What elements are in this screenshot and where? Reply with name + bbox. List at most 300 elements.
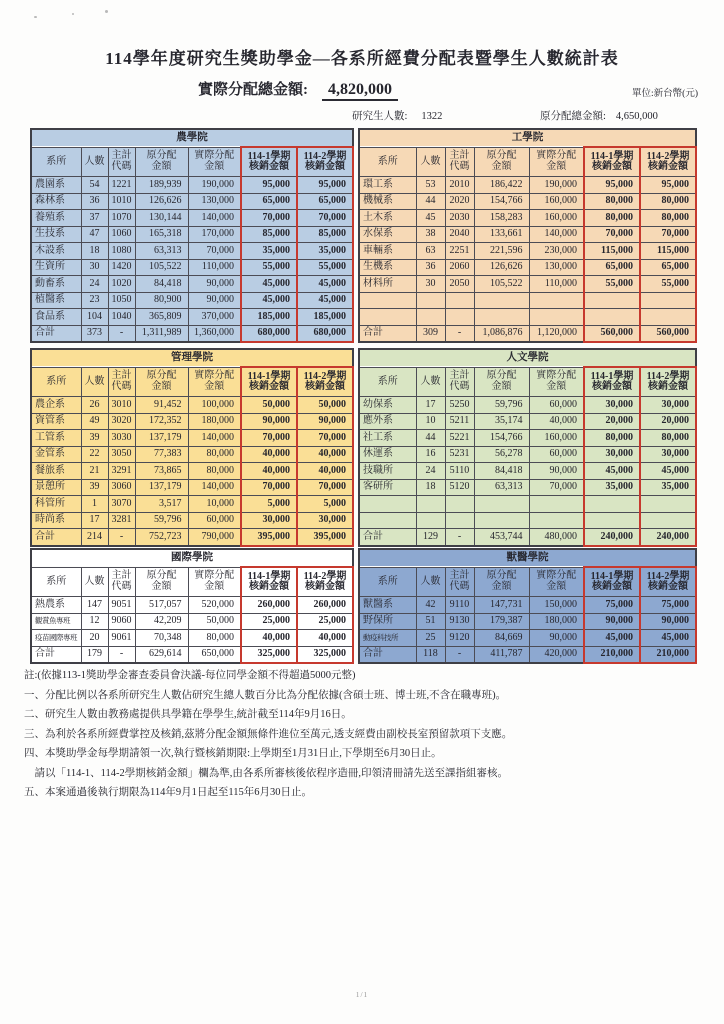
column-header: 原分配 金額 [474, 147, 529, 177]
sem1-amount-cell: 95,000 [241, 177, 297, 194]
actual-amount-cell: 60,000 [529, 397, 584, 414]
sem1-amount-cell [584, 292, 640, 309]
count-cell: 36 [81, 193, 108, 210]
column-header: 系所 [31, 567, 81, 597]
dept-cell: 合計 [31, 325, 81, 342]
actual-amount-cell: 80,000 [188, 446, 241, 463]
orig-amount-cell: 165,318 [135, 226, 188, 243]
code-cell: 5211 [445, 413, 474, 430]
dept-cell: 獸醫系 [359, 597, 416, 614]
table-row [31, 613, 353, 630]
orig-amount-cell: 59,796 [474, 397, 529, 414]
orig-amount-cell: 63,313 [474, 479, 529, 496]
actual-amount-cell [529, 292, 584, 309]
column-header: 114-1學期 核銷金額 [241, 147, 297, 177]
orig-amount-cell: 629,614 [135, 646, 188, 663]
orig-amount-cell: 42,209 [135, 613, 188, 630]
page-title: 114學年度研究生獎助學金—各系所經費分配表暨學生人數統計表 [105, 49, 619, 68]
dept-cell: 疫苗國際專班 [31, 630, 81, 647]
orig-amount-cell: 63,313 [135, 243, 188, 260]
orig-amount-cell: 137,179 [135, 430, 188, 447]
table-row [359, 479, 696, 496]
dept-cell: 景憩所 [31, 479, 81, 496]
code-cell: 2060 [445, 259, 474, 276]
column-header: 114-2學期 核銷金額 [640, 367, 696, 397]
orig-amount-cell: 84,418 [135, 276, 188, 293]
sem1-amount-cell: 25,000 [241, 613, 297, 630]
header-row [359, 567, 696, 597]
sem1-amount-cell: 680,000 [241, 325, 297, 342]
count-cell: 147 [81, 597, 108, 614]
college-title-row [359, 129, 696, 147]
column-header: 主計 代碼 [108, 147, 135, 177]
column-header: 人數 [81, 147, 108, 177]
college-table-block [358, 548, 697, 664]
orig-amount-cell [474, 512, 529, 529]
dept-cell: 水保系 [359, 226, 416, 243]
college-table [30, 348, 354, 547]
sem2-amount-cell [640, 292, 696, 309]
sem1-amount-cell: 65,000 [584, 259, 640, 276]
code-cell [445, 512, 474, 529]
sem1-amount-cell: 70,000 [241, 479, 297, 496]
sem2-amount-cell: 85,000 [297, 226, 353, 243]
code-cell: 5250 [445, 397, 474, 414]
table-row [31, 430, 353, 447]
count-cell: 129 [416, 529, 445, 546]
sem1-amount-cell: 240,000 [584, 529, 640, 546]
dept-cell: 車輛系 [359, 243, 416, 260]
sem1-amount-cell: 30,000 [584, 446, 640, 463]
orig-amount-cell: 126,626 [474, 259, 529, 276]
orig-amount-cell: 517,057 [135, 597, 188, 614]
count-cell: 44 [416, 193, 445, 210]
dept-cell: 生資所 [31, 259, 81, 276]
orig-amount-cell [474, 496, 529, 513]
sem2-amount-cell: 70,000 [297, 479, 353, 496]
college-name: 工學院 [359, 129, 696, 147]
actual-amount-cell: 140,000 [529, 226, 584, 243]
table-row [31, 243, 353, 260]
note-line: 一、分配比例以各系所研究生人數佔研究生總人數百分比為分配依據(含碩士班、博士班,不含在職專班)。 [24, 689, 507, 701]
sem2-amount-cell: 210,000 [640, 646, 696, 663]
college-table [358, 348, 697, 547]
table-row [31, 309, 353, 326]
count-cell: 20 [81, 630, 108, 647]
orig-amount-cell: 56,278 [474, 446, 529, 463]
actual-amount-cell: 90,000 [188, 276, 241, 293]
actual-amount-cell: 50,000 [188, 613, 241, 630]
orig-amount-cell: 105,522 [474, 276, 529, 293]
orig-amount-cell [474, 292, 529, 309]
student-count-value: 1322 [421, 111, 443, 122]
column-header: 114-2學期 核銷金額 [297, 367, 353, 397]
code-cell: 9060 [108, 613, 135, 630]
sem2-amount-cell: 95,000 [640, 177, 696, 194]
sem2-amount-cell: 65,000 [640, 259, 696, 276]
total-row [359, 646, 696, 663]
sem2-amount-cell: 5,000 [297, 496, 353, 513]
dept-cell: 金管系 [31, 446, 81, 463]
column-header: 系所 [359, 567, 416, 597]
sem2-amount-cell: 50,000 [297, 397, 353, 414]
header-row [359, 367, 696, 397]
actual-total-value: 4,820,000 [322, 81, 398, 101]
column-header: 主計 代碼 [445, 147, 474, 177]
dept-cell: 農園系 [31, 177, 81, 194]
orig-amount-cell: 133,661 [474, 226, 529, 243]
note-line: 四、本獎助學金每學期請領一次,執行暨核銷期限:上學期至1月31日止,下學期至6月30日止。 [24, 748, 442, 759]
college-table-block [358, 348, 697, 547]
count-cell: 214 [81, 529, 108, 546]
orig-amount-cell: 147,731 [474, 597, 529, 614]
sem1-amount-cell [584, 512, 640, 529]
count-cell: 45 [416, 210, 445, 227]
dept-cell: 應外系 [359, 413, 416, 430]
actual-amount-cell: 1,120,000 [529, 325, 584, 342]
original-total-line [540, 108, 658, 123]
dept-cell: 材料所 [359, 276, 416, 293]
table-row [359, 463, 696, 480]
college-title-row [359, 349, 696, 367]
sem2-amount-cell: 260,000 [297, 597, 353, 614]
college-table-block [30, 548, 354, 664]
dept-cell: 幼保系 [359, 397, 416, 414]
table-row [359, 226, 696, 243]
table-row [31, 276, 353, 293]
dept-cell: 動畜系 [31, 276, 81, 293]
sem2-amount-cell: 30,000 [640, 397, 696, 414]
total-row [31, 646, 353, 663]
orig-amount-cell: 154,766 [474, 193, 529, 210]
scan-artifact [105, 10, 108, 13]
code-cell: 9061 [108, 630, 135, 647]
actual-amount-cell: 190,000 [529, 177, 584, 194]
college-table-block [358, 128, 697, 343]
sem1-amount-cell: 40,000 [241, 463, 297, 480]
actual-amount-cell [529, 512, 584, 529]
unit-label: 單位:新台幣(元) [632, 89, 698, 99]
code-cell: 2030 [445, 210, 474, 227]
dept-cell: 客研所 [359, 479, 416, 496]
code-cell: 2050 [445, 276, 474, 293]
actual-amount-cell: 40,000 [529, 413, 584, 430]
count-cell: 39 [81, 430, 108, 447]
code-cell: - [445, 325, 474, 342]
count-cell: 37 [81, 210, 108, 227]
total-row [31, 529, 353, 546]
scan-artifact [72, 13, 74, 15]
dept-cell: 野保所 [359, 613, 416, 630]
orig-amount-cell: 80,900 [135, 292, 188, 309]
college-title-row [31, 129, 353, 147]
column-header: 人數 [81, 567, 108, 597]
table-row [31, 177, 353, 194]
sem2-amount-cell: 70,000 [640, 226, 696, 243]
sem2-amount-cell: 45,000 [640, 630, 696, 647]
column-header: 人數 [416, 147, 445, 177]
orig-amount-cell: 3,517 [135, 496, 188, 513]
sem1-amount-cell: 90,000 [241, 413, 297, 430]
orig-amount-cell: 77,383 [135, 446, 188, 463]
actual-amount-cell: 140,000 [188, 479, 241, 496]
code-cell: 1420 [108, 259, 135, 276]
sem2-amount-cell: 90,000 [640, 613, 696, 630]
column-header: 人數 [416, 367, 445, 397]
table-row [359, 512, 696, 529]
total-row [359, 529, 696, 546]
orig-amount-cell: 186,422 [474, 177, 529, 194]
table-row [31, 210, 353, 227]
column-header: 主計 代碼 [108, 567, 135, 597]
orig-amount-cell: 35,174 [474, 413, 529, 430]
actual-amount-cell: 180,000 [529, 613, 584, 630]
count-cell: 44 [416, 430, 445, 447]
actual-amount-cell: 70,000 [529, 479, 584, 496]
count-cell: 30 [416, 276, 445, 293]
sem2-amount-cell: 70,000 [297, 430, 353, 447]
dept-cell [359, 512, 416, 529]
actual-amount-cell: 110,000 [529, 276, 584, 293]
sem2-amount-cell [640, 309, 696, 326]
dept-cell [359, 309, 416, 326]
table-row [31, 226, 353, 243]
sem2-amount-cell: 75,000 [640, 597, 696, 614]
column-header: 原分配 金額 [474, 367, 529, 397]
dept-cell: 動疫科技所 [359, 630, 416, 647]
column-header: 主計 代碼 [445, 567, 474, 597]
sem2-amount-cell: 35,000 [640, 479, 696, 496]
count-cell: 24 [416, 463, 445, 480]
orig-amount-cell: 221,596 [474, 243, 529, 260]
sem1-amount-cell: 45,000 [241, 292, 297, 309]
code-cell: 9110 [445, 597, 474, 614]
sem2-amount-cell: 90,000 [297, 413, 353, 430]
table-row [359, 413, 696, 430]
college-title-row [31, 549, 353, 567]
table-row [359, 496, 696, 513]
actual-amount-cell: 90,000 [529, 463, 584, 480]
table-row [31, 597, 353, 614]
note-line: 三、為利於各系所經費掌控及核銷,茲將分配金額無條件進位至萬元,透支經費由副校長室預留款項下支應。 [24, 728, 513, 740]
code-cell: 1020 [108, 276, 135, 293]
actual-amount-cell: 130,000 [188, 193, 241, 210]
sem1-amount-cell: 395,000 [241, 529, 297, 546]
code-cell: 1050 [108, 292, 135, 309]
college-table [30, 128, 354, 343]
code-cell: 3070 [108, 496, 135, 513]
actual-amount-cell: 150,000 [529, 597, 584, 614]
column-header: 系所 [31, 367, 81, 397]
orig-amount-cell: 130,144 [135, 210, 188, 227]
column-header: 實際分配 金額 [529, 147, 584, 177]
code-cell: - [108, 646, 135, 663]
sem1-amount-cell: 65,000 [241, 193, 297, 210]
sem2-amount-cell: 80,000 [640, 430, 696, 447]
dept-cell: 合計 [359, 529, 416, 546]
dept-cell: 土木系 [359, 210, 416, 227]
dept-cell: 生技系 [31, 226, 81, 243]
dept-cell: 合計 [31, 646, 81, 663]
sem2-amount-cell: 30,000 [640, 446, 696, 463]
orig-amount-cell: 453,744 [474, 529, 529, 546]
column-header: 114-2學期 核銷金額 [297, 147, 353, 177]
column-header: 原分配 金額 [135, 367, 188, 397]
table-row [31, 446, 353, 463]
dept-cell: 資管系 [31, 413, 81, 430]
actual-amount-cell: 80,000 [188, 463, 241, 480]
count-cell: 17 [416, 397, 445, 414]
scan-artifact [34, 16, 37, 18]
code-cell: 5110 [445, 463, 474, 480]
code-cell: 1221 [108, 177, 135, 194]
table-row [31, 512, 353, 529]
code-cell: 1040 [108, 309, 135, 326]
sem1-amount-cell: 45,000 [241, 276, 297, 293]
column-header: 人數 [81, 367, 108, 397]
student-count-label: 研究生人數: [352, 111, 408, 122]
code-cell: 3050 [108, 446, 135, 463]
column-header: 實際分配 金額 [188, 147, 241, 177]
note-line: 請以「114-1、114-2學期核銷金額」欄為準,由各系所審核後依程序造冊,印領清冊請先送至課指組審核。 [24, 767, 508, 779]
dept-cell: 合計 [359, 325, 416, 342]
count-cell: 24 [81, 276, 108, 293]
count-cell: 17 [81, 512, 108, 529]
count-cell: 179 [81, 646, 108, 663]
code-cell: 2020 [445, 193, 474, 210]
count-cell: 1 [81, 496, 108, 513]
orig-amount-cell: 105,522 [135, 259, 188, 276]
code-cell: 5221 [445, 430, 474, 447]
dept-cell: 農企系 [31, 397, 81, 414]
code-cell: 3060 [108, 479, 135, 496]
count-cell: 42 [416, 597, 445, 614]
actual-amount-cell [529, 496, 584, 513]
sem1-amount-cell: 5,000 [241, 496, 297, 513]
dept-cell: 合計 [359, 646, 416, 663]
table-row [359, 177, 696, 194]
orig-amount-cell: 1,311,989 [135, 325, 188, 342]
code-cell: 1080 [108, 243, 135, 260]
code-cell: 3030 [108, 430, 135, 447]
sem1-amount-cell: 45,000 [584, 463, 640, 480]
sem2-amount-cell: 80,000 [640, 210, 696, 227]
table-row [31, 292, 353, 309]
code-cell [445, 292, 474, 309]
table-row [31, 496, 353, 513]
orig-amount-cell: 411,787 [474, 646, 529, 663]
actual-amount-cell: 140,000 [188, 210, 241, 227]
actual-amount-cell: 90,000 [188, 292, 241, 309]
sem1-amount-cell: 185,000 [241, 309, 297, 326]
note-line: 二、研究生人數由教務處提供具學籍在學學生,統計截至114年9月16日。 [24, 709, 352, 720]
count-cell: 104 [81, 309, 108, 326]
column-header: 實際分配 金額 [188, 367, 241, 397]
column-header: 114-1學期 核銷金額 [241, 567, 297, 597]
dept-cell: 森林系 [31, 193, 81, 210]
table-row [359, 597, 696, 614]
actual-amount-cell: 180,000 [188, 413, 241, 430]
count-cell: 21 [81, 463, 108, 480]
table-row [359, 446, 696, 463]
orig-amount-cell: 179,387 [474, 613, 529, 630]
orig-amount-cell: 91,452 [135, 397, 188, 414]
college-table [358, 128, 697, 343]
count-cell: 54 [81, 177, 108, 194]
column-header: 系所 [359, 367, 416, 397]
header-row [31, 367, 353, 397]
dept-cell: 合計 [31, 529, 81, 546]
column-header: 主計 代碼 [108, 367, 135, 397]
orig-amount-cell: 84,418 [474, 463, 529, 480]
sem1-amount-cell: 55,000 [584, 276, 640, 293]
college-name: 國際學院 [31, 549, 353, 567]
code-cell: 9051 [108, 597, 135, 614]
dept-cell: 休運系 [359, 446, 416, 463]
sem1-amount-cell: 20,000 [584, 413, 640, 430]
orig-amount-cell: 752,723 [135, 529, 188, 546]
actual-amount-cell: 170,000 [188, 226, 241, 243]
table-row [31, 413, 353, 430]
table-row [31, 193, 353, 210]
orig-amount-cell: 73,865 [135, 463, 188, 480]
sem1-amount-cell: 55,000 [241, 259, 297, 276]
table-row [359, 259, 696, 276]
table-row [359, 210, 696, 227]
dept-cell: 時尚系 [31, 512, 81, 529]
dept-cell: 食品系 [31, 309, 81, 326]
table-row [359, 430, 696, 447]
actual-amount-cell: 110,000 [188, 259, 241, 276]
code-cell: - [445, 529, 474, 546]
count-cell: 30 [81, 259, 108, 276]
orig-amount-cell: 365,809 [135, 309, 188, 326]
sem1-amount-cell: 85,000 [241, 226, 297, 243]
count-cell: 18 [416, 479, 445, 496]
sem2-amount-cell: 70,000 [297, 210, 353, 227]
column-header: 人數 [416, 567, 445, 597]
orig-amount-cell: 189,939 [135, 177, 188, 194]
code-cell: 3010 [108, 397, 135, 414]
student-count-line [352, 108, 442, 123]
count-cell: 12 [81, 613, 108, 630]
count-cell: 26 [81, 397, 108, 414]
actual-amount-cell: 140,000 [188, 430, 241, 447]
code-cell: - [108, 325, 135, 342]
column-header: 114-2學期 核銷金額 [640, 147, 696, 177]
column-header: 實際分配 金額 [529, 367, 584, 397]
sem2-amount-cell: 20,000 [640, 413, 696, 430]
column-header: 原分配 金額 [474, 567, 529, 597]
code-cell: 5231 [445, 446, 474, 463]
actual-amount-cell: 520,000 [188, 597, 241, 614]
count-cell [416, 512, 445, 529]
count-cell: 53 [416, 177, 445, 194]
dept-cell: 生機系 [359, 259, 416, 276]
sem2-amount-cell: 55,000 [297, 259, 353, 276]
count-cell: 309 [416, 325, 445, 342]
dept-cell [359, 292, 416, 309]
count-cell: 18 [81, 243, 108, 260]
actual-amount-cell: 160,000 [529, 193, 584, 210]
orig-amount-cell: 1,086,876 [474, 325, 529, 342]
sem2-amount-cell: 45,000 [297, 276, 353, 293]
count-cell [416, 292, 445, 309]
original-total-value: 4,650,000 [615, 111, 658, 122]
sem1-amount-cell: 75,000 [584, 597, 640, 614]
orig-amount-cell: 137,179 [135, 479, 188, 496]
count-cell: 47 [81, 226, 108, 243]
